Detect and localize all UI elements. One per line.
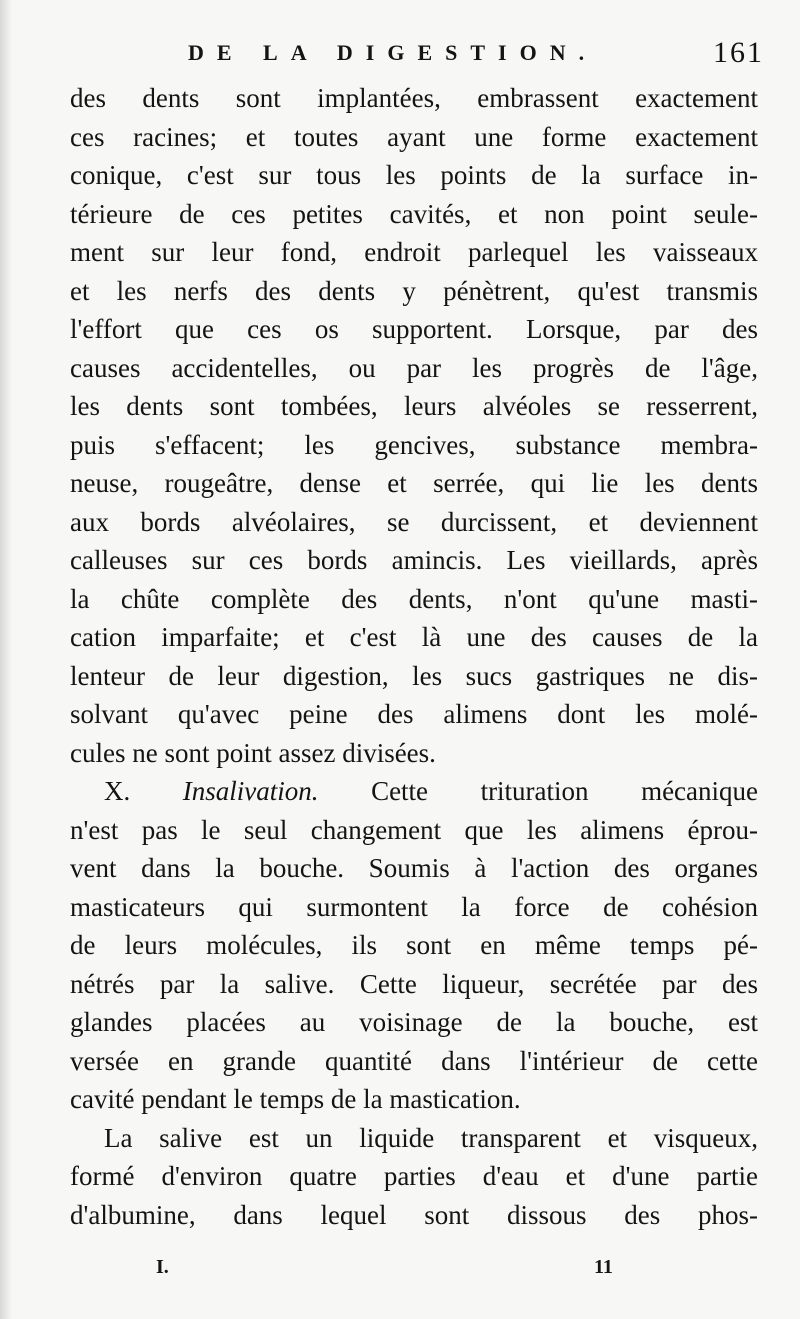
text-line: nétrés par la salive. Cette liqueur, secrétée par des <box>70 968 758 999</box>
text-line: l'effort que ces os supportent. Lorsque, par des <box>70 314 758 344</box>
page-number: 161 <box>713 36 764 69</box>
text-line: solvant qu'avec peine des alimens dont les molé- <box>70 699 758 729</box>
text-line: des dents sont implantées, embrassent exactement <box>70 83 758 113</box>
text-line: d'albumine, dans lequel sont dissous des phos- <box>70 1199 758 1230</box>
text-line: aux bords alvéolaires, se durcissent, et deviennent <box>70 506 758 537</box>
body-text <box>70 79 758 1234</box>
text-line: puis s'effacent; les gencives, substance membra- <box>70 429 758 460</box>
text-line: formé d'environ quatre parties d'eau et d'une partie <box>70 1161 758 1191</box>
text-line: vent dans la bouche. Soumis à l'action des organes <box>70 853 758 883</box>
text-line: masticateurs qui surmontent la force de cohésion <box>70 891 758 922</box>
page-edge-shadow <box>0 0 12 1319</box>
text-line: les dents sont tombées, leurs alvéoles se resserrent, <box>70 391 758 421</box>
page-header <box>188 36 764 76</box>
signature-mark-left: I. <box>156 1256 169 1278</box>
text-line: ment sur leur fond, endroit parlequel les vaisseaux <box>70 237 758 267</box>
section-number: X. <box>104 776 131 806</box>
text-line: calleuses sur ces bords amincis. Les vieillards, après <box>70 545 758 575</box>
text-line: causes accidentelles, ou par les progrès de l'âge, <box>70 352 758 383</box>
text-line: cules ne sont point assez divisées. <box>70 737 436 768</box>
text-line: versée en grande quantité dans l'intérieur de cette <box>70 1045 758 1076</box>
text-line: lenteur de leur digestion, les sucs gastriques ne dis- <box>70 660 758 691</box>
section-title: Insalivation. <box>182 776 319 806</box>
text-line: la chûte complète des dents, n'ont qu'une masti- <box>70 583 758 614</box>
text-line: cavité pendant le temps de la mastication. <box>70 1084 521 1114</box>
section-heading-line <box>70 772 758 811</box>
text-line: et les nerfs des dents y pénètrent, qu'est transmis <box>70 275 758 306</box>
paragraph-first-line: La salive est un liquide transparent et visqueux, <box>104 1122 758 1153</box>
signature-mark-right: 11 <box>594 1256 613 1278</box>
page-footer <box>0 1256 800 1286</box>
text-line: de leurs molécules, ils sont en même temps pé- <box>70 930 758 960</box>
text-line: n'est pas le seul changement que les alimens éprou- <box>70 814 758 845</box>
text-line: cation imparfaite; et c'est là une des causes de la <box>70 622 758 652</box>
text-line: ces racines; et toutes ayant une forme exactement <box>70 121 758 152</box>
text-line: neuse, rougeâtre, dense et serrée, qui lie les dents <box>70 468 758 498</box>
text-line: conique, c'est sur tous les points de la surface in- <box>70 160 758 190</box>
section-first-line-text: Cette trituration mécanique <box>371 776 759 806</box>
running-title: DE LA DIGESTION. <box>188 40 598 65</box>
text-line: térieure de ces petites cavités, et non point seule- <box>70 198 758 229</box>
text-line: glandes placées au voisinage de la bouche, est <box>70 1007 758 1037</box>
